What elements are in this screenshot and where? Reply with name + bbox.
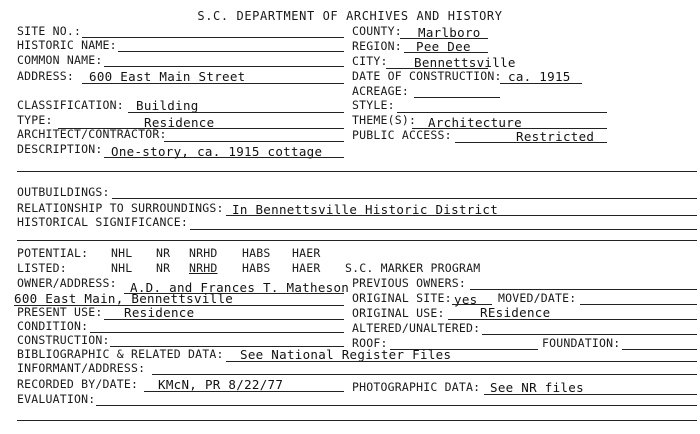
- outbuildings-line: [112, 198, 697, 199]
- potential-haer: HAER: [292, 246, 321, 260]
- site-no-line: [82, 37, 344, 38]
- architect-label: ARCHITECT/CONTRACTOR:: [17, 127, 167, 141]
- page-title: S.C. DEPARTMENT OF ARCHIVES AND HISTORY: [197, 9, 503, 23]
- recorded-by-line: [144, 391, 344, 392]
- relationship-value: In Bennettsville Historic District: [232, 202, 499, 217]
- description-value: One-story, ca. 1915 cottage: [111, 144, 323, 159]
- present-use-line: [104, 319, 344, 320]
- foundation-label: FOUNDATION:: [542, 336, 621, 350]
- relationship-line: [226, 215, 697, 216]
- description-line: [104, 157, 344, 158]
- listed-habs: HABS: [242, 261, 271, 275]
- style-label: STYLE:: [352, 98, 395, 112]
- address-line: [82, 83, 344, 84]
- bibliographic-line: [226, 361, 697, 362]
- acreage-line: [414, 97, 500, 98]
- present-use-value: Residence: [124, 305, 195, 320]
- common-name-label: COMMON NAME:: [17, 53, 103, 67]
- potential-habs: HABS: [242, 246, 271, 260]
- evaluation-label: EVALUATION:: [17, 392, 96, 406]
- recorded-by-value: KMcN, PR 8/22/77: [158, 377, 284, 392]
- foundation-line: [622, 349, 697, 350]
- region-label: REGION:: [352, 39, 402, 53]
- site-no-label: SITE NO.:: [17, 24, 82, 38]
- photographic-data-label: PHOTOGRAPHIC DATA:: [352, 380, 481, 394]
- public-access-label: PUBLIC ACCESS:: [352, 128, 452, 142]
- original-site-value: yes: [454, 292, 478, 307]
- listed-nr: NR: [156, 261, 171, 275]
- outbuildings-label: OUTBUILDINGS:: [17, 185, 110, 199]
- marker-program-label: S.C. MARKER PROGRAM: [345, 261, 481, 275]
- potential-label: POTENTIAL:: [17, 246, 89, 260]
- owner-address-value-1: A.D. and Frances T. Matheson: [130, 280, 350, 295]
- original-use-line: [448, 319, 697, 320]
- style-line: [397, 112, 607, 113]
- classification-value: Building: [136, 98, 199, 113]
- condition-line: [90, 332, 344, 333]
- owner-address-label: OWNER/ADDRESS:: [17, 276, 117, 290]
- date-of-construction-line: [500, 83, 582, 84]
- county-label: COUNTY:: [352, 24, 402, 38]
- original-use-label: ORIGINAL USE:: [352, 306, 445, 320]
- evaluation-line: [96, 405, 697, 406]
- moved-date-line: [580, 304, 697, 305]
- previous-owners-label: PREVIOUS OWNERS:: [352, 276, 466, 290]
- themes-value: Architecture: [428, 115, 522, 130]
- significance-continuation-line: [17, 240, 697, 241]
- original-site-label: ORIGINAL SITE:: [352, 291, 452, 305]
- informant-label: INFORMANT/ADDRESS:: [17, 361, 146, 375]
- roof-label: ROOF:: [352, 336, 388, 350]
- relationship-label: RELATIONSHIP TO SURROUNDINGS:: [17, 201, 224, 215]
- region-line: [404, 52, 488, 53]
- owner-address-value-2: 600 East Main, Bennettsville: [14, 291, 234, 306]
- acreage-label: ACREAGE:: [352, 84, 409, 98]
- potential-nhl: NHL: [111, 246, 133, 260]
- listed-nhl: NHL: [111, 261, 133, 275]
- informant-line: [152, 374, 697, 375]
- bibliographic-value: See National Register Files: [240, 347, 452, 362]
- themes-label: THEME(S):: [352, 113, 417, 127]
- original-use-value: REsidence: [480, 305, 551, 320]
- city-value: Bennettsville: [414, 55, 516, 70]
- listed-haer: HAER: [292, 261, 321, 275]
- condition-label: CONDITION:: [17, 319, 89, 333]
- county-value: Marlboro: [418, 25, 481, 40]
- description-continuation-line: [17, 171, 697, 172]
- photographic-data-value: See NR files: [490, 380, 584, 395]
- historical-significance-label: HISTORICAL SIGNIFICANCE:: [17, 215, 188, 229]
- historic-name-label: HISTORIC NAME:: [17, 38, 117, 52]
- bibliographic-label: BIBLIOGRAPHIC & RELATED DATA:: [17, 347, 224, 361]
- type-value: Residence: [144, 115, 215, 130]
- listed-nrhd: NRHD: [189, 261, 218, 275]
- potential-nrhd: NRHD: [189, 246, 218, 260]
- historical-significance-line: [190, 229, 697, 230]
- construction-label: CONSTRUCTION:: [17, 333, 110, 347]
- architect-line: [164, 141, 344, 142]
- type-label: TYPE:: [17, 113, 53, 127]
- previous-owners-line: [470, 289, 697, 290]
- description-label: DESCRIPTION:: [17, 142, 103, 156]
- address-value: 600 East Main Street: [89, 69, 246, 84]
- public-access-value: Restricted: [516, 129, 595, 144]
- region-value: Pee Dee: [416, 39, 471, 54]
- moved-date-label: MOVED/DATE:: [498, 291, 577, 305]
- date-of-construction-label: DATE OF CONSTRUCTION:: [352, 69, 502, 83]
- historic-name-line: [118, 51, 344, 52]
- date-of-construction-value: ca. 1915: [508, 69, 571, 84]
- public-access-line: [455, 142, 607, 143]
- city-label: CITY:: [352, 54, 388, 68]
- common-name-line: [104, 66, 344, 67]
- altered-line: [482, 334, 697, 335]
- classification-line: [128, 112, 344, 113]
- classification-label: CLASSIFICATION:: [17, 98, 124, 112]
- present-use-label: PRESENT USE:: [17, 305, 103, 319]
- photographic-data-line: [484, 394, 697, 395]
- altered-label: ALTERED/UNALTERED:: [352, 321, 481, 335]
- address-label: ADDRESS:: [17, 69, 74, 83]
- recorded-by-label: RECORDED BY/DATE:: [17, 377, 139, 391]
- potential-nr: NR: [156, 246, 171, 260]
- evaluation-continuation-line: [17, 420, 697, 421]
- listed-label: LISTED:: [17, 261, 67, 275]
